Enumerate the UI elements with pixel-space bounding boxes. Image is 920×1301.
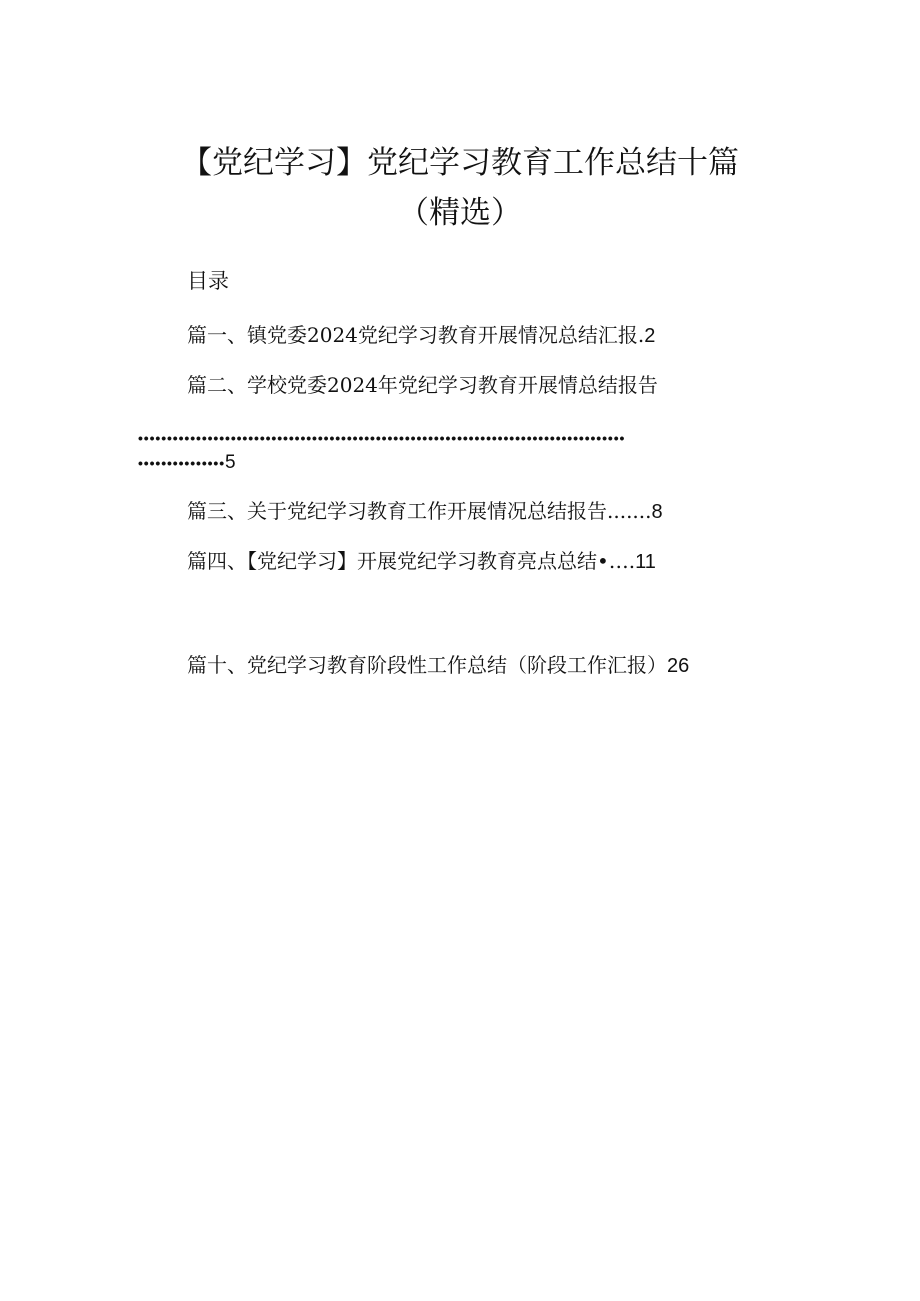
- toc-item-page: 26: [667, 655, 690, 677]
- toc-item-text: 篇三、关于党纪学习教育工作开展情况总结报告.......: [187, 499, 652, 523]
- toc-item-page: 8: [651, 501, 663, 523]
- toc-item-page: 11: [635, 551, 656, 573]
- toc-item-text: 篇四、【党纪学习】开展党纪学习教育亮点总结•….: [187, 549, 636, 573]
- toc-item-page: 5: [225, 453, 236, 473]
- toc-item-4[interactable]: [187, 546, 656, 577]
- toc-item-3[interactable]: [187, 496, 663, 527]
- toc-leader-dots-tail: •••••••••••••••: [138, 455, 226, 471]
- toc-item-2[interactable]: [187, 370, 658, 400]
- toc-item-1[interactable]: [187, 320, 655, 351]
- toc-item-text: 篇一、镇党委2024党纪学习教育开展情况总结汇报.: [187, 323, 645, 347]
- toc-heading: 目录: [187, 269, 229, 293]
- toc-item-text: 篇二、学校党委2024年党纪学习教育开展情总结报告: [187, 373, 658, 397]
- toc-item-page: 2: [644, 325, 656, 347]
- toc-leader-dots: ••••••••••••••••••••••••••••••••••••••••••••••••••••••••••••••••••••••••••••••••••••: [138, 430, 626, 446]
- document-title: 【党纪学习】党纪学习教育工作总结十篇: [181, 145, 739, 181]
- toc-leader-dots-end: [138, 453, 236, 473]
- toc-item-text: 篇十、党纪学习教育阶段性工作总结（阶段工作汇报）: [187, 653, 667, 677]
- document-subtitle: （精选）: [398, 195, 522, 231]
- toc-item-10[interactable]: [187, 650, 689, 681]
